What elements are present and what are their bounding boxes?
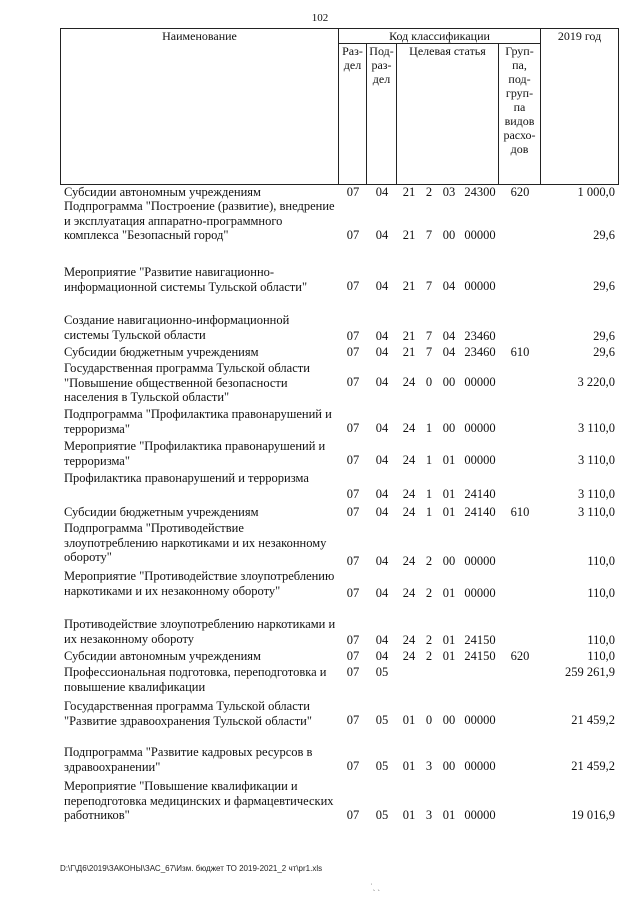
cell-sub: 04 [375,453,389,467]
cell-p3: 00 [442,228,456,242]
cell-sub: 04 [375,505,389,519]
cell-sub: 04 [375,375,389,389]
page-number: 102 [311,12,329,24]
cell-amt: 29,6 [593,279,615,293]
cell-p1: 24 [402,633,416,647]
cell-p2: 1 [425,453,433,467]
cell-sub: 04 [375,279,389,293]
cell-p4: 00000 [464,713,496,727]
cell-p1: 24 [402,586,416,600]
header-group [499,44,541,185]
cell-p1: 24 [402,375,416,389]
cell-grp: 610 [510,345,530,359]
header-name: Наименование [61,29,339,185]
cell-p1: 01 [402,713,416,727]
row-name: Мероприятие "Противодействие злоупотреблению наркотиками и их незаконному обороту" [64,569,335,598]
cell-sec: 07 [346,633,360,647]
cell-p2: 2 [425,633,433,647]
cell-sub: 04 [375,421,389,435]
row-name: Подпрограмма "Профилактика правонарушений и терроризма" [64,407,332,436]
cell-p4: 00000 [464,375,496,389]
cell-p4: 00000 [464,808,496,822]
cell-amt: 29,6 [593,228,615,242]
cell-sub: 04 [375,329,389,343]
cell-p2: 2 [425,185,433,199]
cell-p1: 24 [402,421,416,435]
cell-amt: 21 459,2 [571,713,615,727]
cell-sub: 05 [375,759,389,773]
cell-sub: 05 [375,713,389,727]
cell-p2: 0 [425,375,433,389]
row-name: Мероприятие "Профилактика правонарушений и терроризма" [64,439,326,468]
cell-sec: 07 [346,487,360,501]
cell-p2: 1 [425,487,433,501]
row-name: Противодействие злоупотреблению наркотиками и их незаконному обороту [64,617,336,646]
cell-p3: 00 [442,375,456,389]
cell-p4: 24140 [464,505,496,519]
cell-p1: 24 [402,649,416,663]
cell-p2: 7 [425,228,433,242]
budget-table [60,28,618,845]
cell-sub: 04 [375,228,389,242]
cell-amt: 3 110,0 [577,421,615,435]
cell-amt: 19 016,9 [571,808,615,822]
table-header [60,28,619,185]
header-year: 2019 год [541,29,619,185]
cell-p3: 01 [442,586,456,600]
cell-p1: 24 [402,554,416,568]
cell-p3: 00 [442,554,456,568]
cell-p1: 21 [402,228,416,242]
cell-p4: 00000 [464,453,496,467]
row-name: Профилактика правонарушений и терроризма [64,471,309,485]
cell-p1: 24 [402,487,416,501]
cell-p3: 01 [442,808,456,822]
header-subsection [367,44,397,185]
cell-p3: 04 [442,279,456,293]
cell-sec: 07 [346,375,360,389]
cell-sec: 07 [346,279,360,293]
cell-p4: 23460 [464,329,496,343]
cell-p4: 00000 [464,279,496,293]
cell-p3: 00 [442,759,456,773]
row-name: Подпрограмма "Развитие кадровых ресурсов в здравоохранении" [64,745,313,774]
cell-sub: 04 [375,487,389,501]
header-group-text: Груп- па, под- груп- па видов расхо- дов [503,44,536,156]
cell-p2: 2 [425,554,433,568]
cell-sub: 04 [375,554,389,568]
cell-p3: 01 [442,649,456,663]
header-subsection-text: Под- раз- дел [369,44,394,86]
row-name: Мероприятие "Повышение квалификации и переподготовка медицинских и фармацевтических работников" [64,779,334,822]
cell-p4: 00000 [464,228,496,242]
table-body [60,185,618,845]
row-name: Государственная программа Тульской области "Развитие здравоохранения Тульской области" [64,699,312,728]
cell-p1: 21 [402,185,416,199]
cell-p4: 00000 [464,586,496,600]
cell-amt: 110,0 [587,554,615,568]
cell-sub: 04 [375,185,389,199]
cell-sub: 04 [375,649,389,663]
cell-p4: 23460 [464,345,496,359]
cell-p1: 21 [402,279,416,293]
cell-sec: 07 [346,665,360,679]
cell-p3: 04 [442,345,456,359]
cell-p2: 2 [425,649,433,663]
row-name: Государственная программа Тульской области "Повышение общественной безопасности населения в Тульской области" [64,361,310,404]
cell-amt: 29,6 [593,329,615,343]
cell-p1: 21 [402,345,416,359]
cell-p4: 24150 [464,633,496,647]
row-name: Создание навигационно-информационной системы Тульской области [64,313,290,342]
cell-amt: 3 110,0 [577,487,615,501]
cell-amt: 3 110,0 [577,453,615,467]
cell-sec: 07 [346,421,360,435]
cell-amt: 3 110,0 [577,505,615,519]
cell-sec: 07 [346,329,360,343]
row-name: Субсидии бюджетным учреждениям [64,345,259,359]
cell-p2: 3 [425,808,433,822]
cell-p4: 00000 [464,759,496,773]
cell-sec: 07 [346,713,360,727]
cell-p2: 1 [425,505,433,519]
cell-p4: 00000 [464,554,496,568]
cell-p1: 24 [402,505,416,519]
cell-p3: 01 [442,633,456,647]
cell-p2: 7 [425,345,433,359]
cell-grp: 610 [510,505,530,519]
cell-sub: 04 [375,633,389,647]
cell-sec: 07 [346,345,360,359]
cell-sec: 07 [346,505,360,519]
cell-grp: 620 [510,185,530,199]
row-name: Субсидии автономным учреждениям [64,185,261,199]
cell-p2: 0 [425,713,433,727]
cell-p3: 04 [442,329,456,343]
cell-amt: 29,6 [593,345,615,359]
row-name: Субсидии бюджетным учреждениям [64,505,259,519]
cell-sec: 07 [346,228,360,242]
cell-p2: 3 [425,759,433,773]
cell-amt: 21 459,2 [571,759,615,773]
cell-sec: 07 [346,586,360,600]
cell-sec: 07 [346,649,360,663]
cell-p3: 01 [442,487,456,501]
cell-amt: 110,0 [587,633,615,647]
cell-sub: 04 [375,586,389,600]
header-section-text: Раз- дел [342,44,363,72]
cell-sec: 07 [346,808,360,822]
cell-amt: 1 000,0 [577,185,615,199]
cell-sub: 05 [375,665,389,679]
cell-sub: 04 [375,345,389,359]
cell-sub: 05 [375,808,389,822]
cell-p3: 03 [442,185,456,199]
header-section [339,44,367,185]
cell-p2: 1 [425,421,433,435]
row-name: Профессиональная подготовка, переподготовка и повышение квалификации [64,665,327,694]
file-path-footer: D:\Г\Д6\2019\ЗАКОНЫ\ЗАС_67\Изм. бюджет ТО 2019-2021_2 чт\pr1.xls [60,864,323,873]
cell-p2: 2 [425,586,433,600]
cell-p2: 7 [425,279,433,293]
cell-sec: 07 [346,453,360,467]
cell-p3: 01 [442,453,456,467]
cell-p4: 24300 [464,185,496,199]
cell-p3: 00 [442,713,456,727]
header-code-group: Код классификации [339,29,541,44]
cell-p1: 21 [402,329,416,343]
row-name: Мероприятие "Развитие навигационно-информационной системы Тульской области" [64,265,308,294]
cell-p3: 00 [442,421,456,435]
cell-amt: 259 261,9 [565,665,615,679]
cell-amt: 110,0 [587,586,615,600]
scan-mark: ˙ˎ ˎ [370,882,380,891]
cell-amt: 110,0 [587,649,615,663]
cell-p4: 00000 [464,421,496,435]
cell-p1: 01 [402,759,416,773]
cell-sec: 07 [346,554,360,568]
cell-sec: 07 [346,759,360,773]
row-name: Подпрограмма "Противодействие злоупотреблению наркотиками и их незаконному обороту" [64,521,327,564]
cell-sec: 07 [346,185,360,199]
cell-grp: 620 [510,649,530,663]
cell-p4: 24140 [464,487,496,501]
cell-p2: 7 [425,329,433,343]
row-name: Подпрограмма "Построение (развитие), внедрение и эксплуатация аппаратно-программного комплекса "Безопасный город" [64,199,335,242]
cell-amt: 3 220,0 [577,375,615,389]
cell-p1: 01 [402,808,416,822]
row-name: Субсидии автономным учреждениям [64,649,261,663]
header-target: Целевая статья [397,44,499,185]
cell-p4: 24150 [464,649,496,663]
cell-p3: 01 [442,505,456,519]
cell-p1: 24 [402,453,416,467]
